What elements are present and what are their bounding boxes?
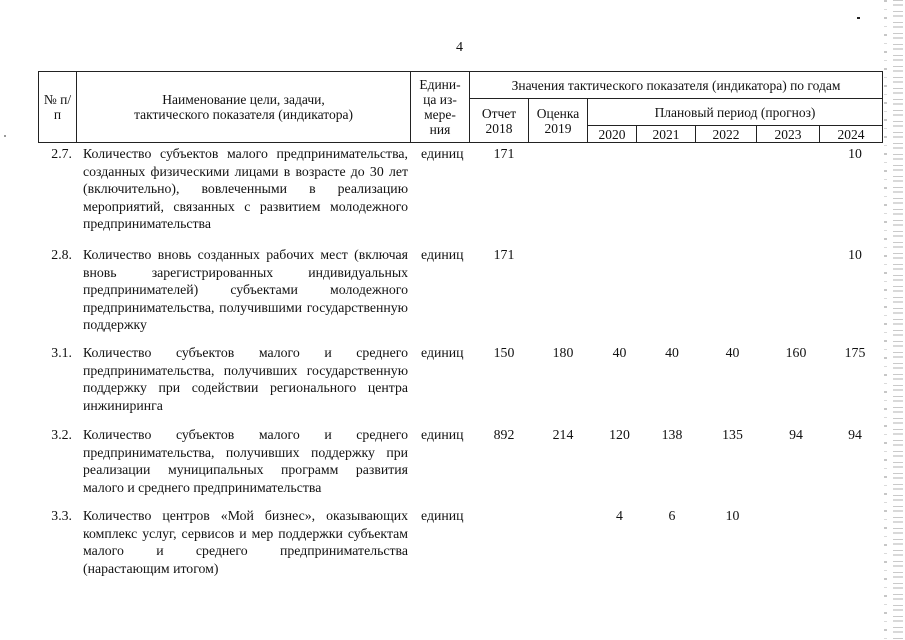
value-2024: 175 [844,345,866,360]
value-2022: 135 [722,427,743,442]
scan-dot [4,135,6,137]
header-report: Отчет 2018 [470,99,529,143]
value-2020: 120 [609,427,630,442]
value-2023: 94 [789,427,803,442]
row-unit: единиц [421,508,464,523]
value-2023: 160 [785,345,807,360]
row-unit: единиц [421,247,464,262]
value-2019: 214 [552,427,574,442]
page-number: 4 [456,40,463,55]
value-2018: 171 [493,247,515,262]
value-2021: 40 [665,345,679,360]
row-name: Количество центров «Мой бизнес», оказывающих комплекс услуг, сервисов и мер поддержки субъектам малого и среднего предпринимательства (нарастающим итогом) [83,508,408,576]
row-number: 3.2. [51,427,72,442]
header-estimate: Оценка 2019 [529,99,588,143]
row-number: 3.3. [51,508,72,523]
row-name: Количество субъектов малого и среднего предпринимательства, получивших государственную поддержку при содействии регионального центра инжиниринга [83,345,408,413]
header-year: 2023 [757,126,820,143]
value-2020: 40 [612,345,627,360]
value-2022: 10 [725,508,740,523]
header-values-title: Значения тактического показателя (индикатора) по годам [470,72,883,99]
row-name: Количество вновь созданных рабочих мест (включая вновь зарегистрированных индивидуальных предпринимателей) субъектами молодежного предпринимательства, получившими государственную поддержку [83,247,408,332]
row-unit: единиц [421,146,464,161]
header-year: 2020 [588,126,637,143]
header-year: 2021 [637,126,696,143]
header-number: № п/п [39,72,77,143]
value-2024: 10 [848,146,862,161]
header-unit: Едини-ца из-мере-ния [411,72,470,143]
value-2020: 4 [616,508,623,523]
scan-edge-artifact [893,0,903,640]
header-year: 2022 [696,126,757,143]
row-number: 3.1. [51,345,72,360]
row-unit: единиц [421,427,464,442]
row-number: 2.8. [51,247,72,262]
scan-dot [857,17,860,19]
header-year: 2024 [820,126,883,143]
value-2018: 150 [493,345,515,360]
table-header [38,71,883,143]
value-2019: 180 [552,345,574,360]
row-number: 2.7. [51,146,72,161]
value-2021: 6 [668,508,676,523]
scan-edge-artifact [884,0,887,640]
header-name: Наименование цели, задачи, тактического показателя (индикатора) [77,72,411,143]
header-plan-period: Плановый период (прогноз) [588,99,883,126]
value-2024: 94 [848,427,862,442]
value-2022: 40 [725,345,740,360]
row-name: Количество субъектов малого и среднего предпринимательства, получивших поддержку при реализации муниципальных программ развития малого и среднего предпринимательства [83,427,408,495]
value-2021: 138 [661,427,683,442]
value-2018: 171 [493,146,515,161]
value-2018: 892 [493,427,515,442]
value-2024: 10 [848,247,862,262]
row-unit: единиц [421,345,464,360]
row-name: Количество субъектов малого предпринимательства, созданных физическими лицами в возрасте до 30 лет (включительно), вовлеченными в реализацию мероприятий, связанных с развитием молодежного предпринимательства [83,146,408,231]
